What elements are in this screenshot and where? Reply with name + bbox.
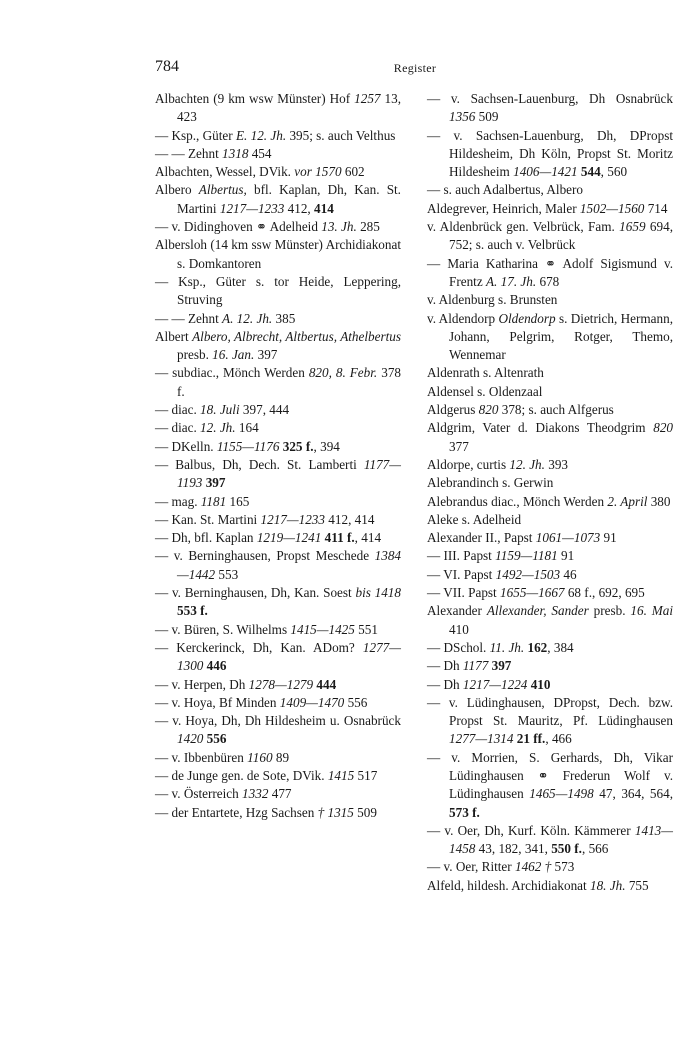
- index-subentry: [155, 310, 401, 328]
- entry-text: — DKelln.: [155, 438, 217, 454]
- entry-text: 1277—1300: [177, 639, 401, 674]
- entry-text: Alfeld, hildesh. Archidiakonat: [427, 877, 590, 893]
- index-subentry: [155, 712, 401, 749]
- index-entry: [427, 383, 673, 401]
- entry-text: 378; s. auch Alfgerus: [498, 402, 614, 418]
- entry-text: 412, 414: [324, 511, 375, 527]
- entry-text: Alebrandus diac., Mönch Werden: [427, 493, 608, 509]
- entry-text: 573 f.: [449, 804, 480, 820]
- entry-text: — VII. Papst: [427, 585, 501, 601]
- entry-text: — Ksp., Güter: [155, 127, 236, 143]
- entry-text: 410: [449, 621, 469, 637]
- index-subentry: [155, 456, 401, 493]
- entry-text: 1160: [247, 749, 273, 765]
- entry-text: 517: [354, 767, 378, 783]
- entry-text: 12. Jh.: [200, 420, 236, 436]
- entry-text: 43, 182, 341,: [475, 841, 552, 857]
- index-subentry: [155, 785, 401, 803]
- entry-text: vor 1570: [294, 164, 342, 180]
- entry-text: — de Junge gen. de Sote, DVik.: [155, 767, 328, 783]
- entry-text: 550 f.: [551, 841, 582, 857]
- entry-text: 509: [353, 804, 377, 820]
- entry-text: — Kerckerinck, Dh, Kan. ADom?: [155, 639, 363, 655]
- entry-text: 165: [226, 493, 250, 509]
- entry-text: 1384—1442: [177, 548, 401, 582]
- entry-text: 1219—1241: [256, 530, 322, 546]
- entry-text: — v. Oer, Dh, Kurf. Köln. Kämmerer: [427, 822, 635, 838]
- entry-text: Oldendorp: [498, 310, 556, 326]
- index-entry: [155, 181, 401, 218]
- index-subentry: [155, 218, 401, 236]
- entry-text: — v. Österreich: [155, 786, 243, 802]
- entry-text: 551: [354, 621, 378, 637]
- entry-text: A. 12. Jh.: [222, 310, 273, 326]
- entry-text: — subdiac., Mönch Werden: [155, 365, 309, 381]
- entry-text: 446: [206, 658, 227, 674]
- index-subentry: [155, 493, 401, 511]
- index-subentry: [155, 419, 401, 437]
- entry-text: 556: [206, 731, 227, 747]
- entry-text: — v. Hoya, Dh, Dh Hildesheim u. Osnabrück: [155, 713, 401, 729]
- entry-text: 393: [544, 456, 569, 472]
- index-subentry: [155, 676, 401, 694]
- entry-text: Alexander: [427, 603, 487, 619]
- entry-text: 13. Jh.: [321, 219, 357, 235]
- entry-text: 553 f.: [177, 603, 208, 619]
- entry-text: 1492—1503: [495, 566, 561, 582]
- entry-text: † 1315: [317, 804, 354, 820]
- entry-text: — v. Berninghausen, Propst Meschede: [155, 548, 375, 564]
- entry-text: 2. April: [607, 493, 648, 509]
- entry-text: 412,: [284, 200, 315, 216]
- entry-text: 1278—1279: [248, 676, 314, 692]
- index-subentry: [155, 273, 401, 310]
- index-subentry: [155, 511, 401, 529]
- entry-text: bis 1418: [355, 585, 401, 601]
- entry-text: Albachten, Wessel, DVik.: [155, 164, 295, 180]
- entry-text: 1217—1233: [219, 200, 285, 216]
- index-entry: [427, 310, 673, 365]
- entry-text: s. Dietrich, Hermann, Johann, Pelgrim, Rotger, Themo, Wennemar: [449, 310, 673, 363]
- entry-text: Aldensel s. Oldenzaal: [427, 383, 543, 399]
- entry-text: Albachten (9 km wsw Münster) Hof: [155, 91, 355, 106]
- entry-text: 678: [536, 273, 560, 289]
- entry-text: 1659: [619, 219, 646, 235]
- entry-text: — Kan. St. Martini: [155, 511, 261, 527]
- entry-text: 1415: [327, 767, 355, 783]
- entry-text: 820: [653, 420, 673, 436]
- entry-text: 1318: [222, 145, 249, 161]
- entry-text: 91: [557, 548, 575, 564]
- entry-text: 46: [560, 566, 577, 582]
- entry-text: , 384: [547, 639, 574, 655]
- entry-text: 397, 444: [239, 402, 290, 418]
- index-entry: [427, 364, 673, 382]
- index-entry: [427, 602, 673, 639]
- index-subentry: [427, 90, 673, 127]
- entry-text: 1177—1193: [177, 456, 401, 491]
- entry-text: 397: [254, 347, 278, 363]
- entry-text: — v. Didinghoven ⚭ Adelheid: [155, 219, 322, 235]
- entry-text: 1462 †: [514, 859, 552, 875]
- entry-text: 380: [647, 493, 671, 509]
- entry-text: Aldgerus: [427, 402, 479, 418]
- index-subentry: [427, 181, 673, 199]
- index-subentry: [155, 767, 401, 785]
- index-entry: [427, 474, 673, 492]
- entry-text: 285: [356, 219, 380, 235]
- index-entry: [155, 328, 401, 365]
- index-subentry: [155, 127, 401, 145]
- entry-text: Albertus,: [198, 182, 247, 198]
- entry-text: A. 17. Jh.: [486, 273, 537, 289]
- entry-text: 477: [268, 786, 292, 802]
- entry-text: 47, 364, 564,: [593, 786, 674, 802]
- entry-text: v. Aldenbrück gen. Velbrück, Fam.: [427, 219, 620, 235]
- entry-text: 164: [235, 420, 259, 436]
- entry-text: 1655—1667: [500, 585, 565, 601]
- entry-text: 1502—1560: [579, 200, 645, 216]
- entry-text: — v. Büren, S. Wilhelms: [155, 621, 291, 637]
- entry-text: Albero: [155, 182, 199, 198]
- entry-text: v. Aldenburg s. Brunsten: [427, 292, 558, 308]
- entry-text: 162: [527, 639, 548, 655]
- entry-text: — s. auch Adalbertus, Albero: [427, 182, 584, 198]
- index-subentry: [155, 529, 401, 547]
- entry-text: 694, 752; s. auch v. Velbrück: [449, 219, 673, 253]
- index-entry: [427, 291, 673, 309]
- entry-text: , 566: [581, 841, 609, 857]
- entry-text: Aldenrath s. Altenrath: [427, 365, 544, 381]
- entry-text: Aldegrever, Heinrich, Maler: [427, 200, 580, 216]
- entry-text: 16. Jan.: [212, 347, 255, 363]
- entry-text: — Dh: [427, 676, 463, 692]
- entry-text: bfl. Kaplan, Dh, Kan. St. Martini: [177, 182, 401, 216]
- entry-text: 325 f.: [282, 438, 314, 454]
- page-number: 784: [155, 58, 179, 75]
- entry-text: 454: [248, 145, 272, 161]
- entry-text: — Dh, bfl. Kaplan: [155, 530, 257, 546]
- entry-text: — III. Papst: [427, 548, 496, 564]
- entry-text: , 414: [354, 530, 382, 546]
- index-subentry: [155, 694, 401, 712]
- entry-text: , 466: [545, 731, 572, 747]
- entry-text: — Dh: [427, 658, 463, 674]
- entry-text: presb.: [588, 603, 631, 619]
- index-subentry: [155, 438, 401, 456]
- index-subentry: [427, 749, 673, 822]
- index-subentry: [155, 584, 401, 621]
- entry-text: 414: [314, 200, 334, 216]
- index-subentry: [427, 547, 673, 565]
- index-subentry: [427, 255, 673, 292]
- index-subentry: [155, 145, 401, 163]
- entry-text: Alebrandinch s. Gerwin: [427, 475, 554, 491]
- entry-text: — DSchol.: [427, 639, 490, 655]
- index-entry: [427, 401, 673, 419]
- entry-text: Allexander, Sander: [486, 603, 589, 619]
- entry-text: , 394: [313, 438, 340, 454]
- entry-text: 1181: [200, 493, 227, 509]
- entry-text: Aleke s. Adelheid: [427, 511, 522, 527]
- entry-text: 18. Jh.: [589, 877, 626, 893]
- index-entry: [427, 877, 673, 895]
- entry-text: — — Zehnt: [155, 310, 223, 326]
- entry-text: — — Zehnt: [155, 145, 223, 161]
- entry-text: E. 12. Jh.: [235, 127, 287, 143]
- entry-text: 1217—1233: [260, 511, 325, 527]
- entry-text: 602: [341, 164, 365, 180]
- entry-text: — Maria Katharina ⚭ Adolf Sigismund v. Frentz: [427, 255, 673, 289]
- entry-text: — diac.: [155, 402, 201, 418]
- index-subentry: [155, 401, 401, 419]
- entry-text: — mag.: [155, 493, 201, 509]
- entry-text: v. Aldendorp: [427, 310, 499, 326]
- index-subentry: [427, 694, 673, 749]
- entry-text: 16. Mai: [630, 603, 673, 619]
- entry-text: 1177: [462, 658, 489, 674]
- entry-text: 1155—1176: [216, 438, 280, 454]
- index-entry: [427, 419, 673, 456]
- index-subentry: [427, 584, 673, 602]
- index-subentry: [427, 858, 673, 876]
- entry-text: — v. Berninghausen, Dh, Kan. Soest: [155, 585, 356, 601]
- index-entry: [427, 456, 673, 474]
- index-subentry: [155, 749, 401, 767]
- entry-text: 12. Jh.: [509, 456, 545, 472]
- index-subentry: [155, 639, 401, 676]
- entry-text: 1159—1181: [495, 548, 558, 564]
- entry-text: — v. Ibbenbüren: [155, 749, 248, 765]
- entry-text: — v. Morrien, S. Gerhards, Dh, Vikar Lüdinghausen ⚭ Frederun Wolf v. Lüdinghausen: [427, 749, 673, 802]
- entry-text: 509: [475, 109, 499, 125]
- entry-text: 1406—1421: [513, 164, 578, 180]
- entry-text: 1409—1470: [279, 694, 345, 710]
- entry-text: Aldorpe, curtis: [427, 456, 510, 472]
- index-entry: [155, 90, 401, 127]
- entry-text: — VI. Papst: [427, 566, 496, 582]
- entry-text: 755: [625, 877, 649, 893]
- entry-text: 385: [272, 310, 296, 326]
- entry-text: , 560: [600, 164, 628, 180]
- entry-text: 1257: [354, 91, 381, 106]
- entry-text: presb.: [177, 347, 213, 363]
- index-subentry: [427, 676, 673, 694]
- entry-text: 444: [316, 676, 337, 692]
- index-entry: [427, 218, 673, 255]
- entry-text: Alexander II., Papst: [427, 530, 536, 546]
- entry-text: 411 f.: [324, 530, 355, 546]
- entry-text: 714: [644, 200, 668, 216]
- right-column: [427, 90, 673, 895]
- entry-text: — Balbus, Dh, Dech. St. Lamberti: [155, 456, 364, 472]
- entry-text: 1420: [177, 731, 204, 747]
- entry-text: 18. Juli: [200, 402, 240, 418]
- entry-text: 377: [449, 438, 469, 454]
- entry-text: — v. Sachsen-Lauenburg, Dh, DPropst Hildesheim, Dh Köln, Propst St. Moritz Hildesheim: [427, 127, 673, 180]
- entry-text: — v. Lüdinghausen, DPropst, Dech. bzw. Propst St. Mauritz, Pf. Lüdinghausen: [427, 694, 673, 729]
- entry-text: 820: [478, 402, 499, 418]
- entry-text: 21 ff.: [516, 731, 546, 747]
- entry-text: 1332: [242, 786, 269, 802]
- index-subentry: [155, 621, 401, 639]
- entry-text: 410: [530, 676, 551, 692]
- entry-text: 1277—1314: [449, 731, 514, 747]
- entry-text: — v. Herpen, Dh: [155, 676, 249, 692]
- index-subentry: [427, 657, 673, 675]
- entry-text: — Ksp., Güter s. tor Heide, Leppering, Struving: [155, 273, 401, 308]
- entry-text: 1217—1224: [462, 676, 528, 692]
- running-head: Register: [393, 61, 437, 75]
- entry-text: 397: [205, 475, 226, 491]
- entry-text: 89: [272, 749, 290, 765]
- index-subentry: [427, 822, 673, 859]
- entry-text: 820, 8. Febr.: [308, 365, 378, 381]
- entry-text: — diac.: [155, 420, 201, 436]
- left-column: [155, 90, 401, 822]
- entry-text: Aldgrim, Vater d. Diakons Theodgrim: [427, 420, 654, 436]
- entry-text: 556: [344, 694, 368, 710]
- index-subentry: [155, 364, 401, 401]
- entry-text: 11. Jh.: [489, 639, 525, 655]
- entry-text: 13, 423: [177, 91, 401, 125]
- entry-text: Albersloh (14 km ssw Münster) Archidiakonat s. Domkantoren: [155, 237, 401, 271]
- index-entry: [427, 200, 673, 218]
- entry-text: 553: [215, 566, 239, 582]
- entry-text: 68 f., 692, 695: [564, 585, 645, 601]
- entry-text: 378 f.: [177, 365, 402, 399]
- entry-text: — der Entartete, Hzg Sachsen: [155, 804, 318, 820]
- entry-text: 397: [491, 658, 512, 674]
- index-subentry: [155, 547, 401, 584]
- index-entry: [427, 493, 673, 511]
- index-subentry: [155, 804, 401, 822]
- index-entry: [155, 163, 401, 181]
- entry-text: 1415—1425: [290, 621, 355, 637]
- entry-text: Albert: [155, 328, 193, 344]
- entry-text: 1413—1458: [449, 822, 673, 857]
- index-subentry: [427, 566, 673, 584]
- entry-text: 1465—1498: [529, 786, 594, 802]
- entry-text: 1061—1073: [535, 530, 601, 546]
- index-entry: [427, 529, 673, 547]
- index-entry: [427, 511, 673, 529]
- entry-text: 544: [580, 164, 601, 180]
- entry-text: — v. Hoya, Bf Minden: [155, 694, 280, 710]
- index-subentry: [427, 127, 673, 182]
- index-entry: [155, 236, 401, 273]
- entry-text: 395; s. auch Velthus: [286, 127, 396, 143]
- index-subentry: [427, 639, 673, 657]
- entry-text: 91: [600, 530, 617, 546]
- entry-text: — v. Oer, Ritter: [427, 859, 515, 875]
- entry-text: Albero, Albrecht, Altbertus, Athelbertus: [192, 328, 401, 344]
- page-header: [155, 58, 675, 80]
- entry-text: 1356: [449, 109, 476, 125]
- entry-text: — v. Sachsen-Lauenburg, Dh Osnabrück: [427, 91, 673, 106]
- entry-text: 573: [551, 859, 575, 875]
